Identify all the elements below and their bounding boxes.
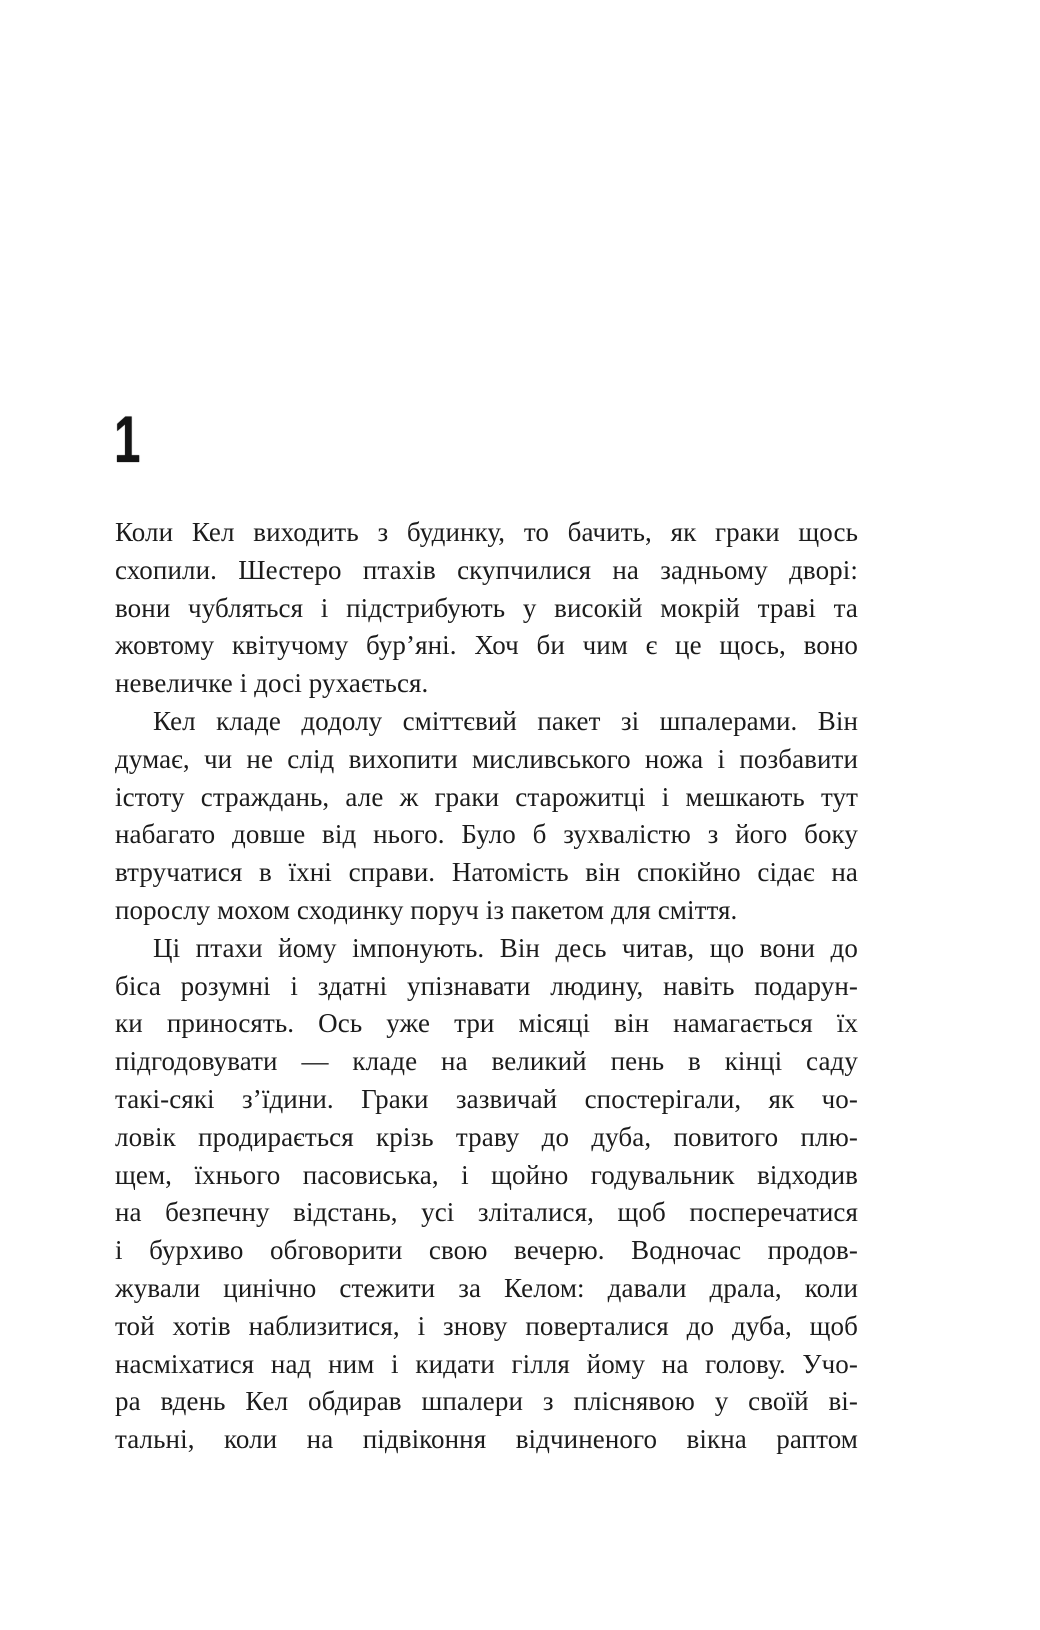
chapter-number: 1 — [114, 402, 141, 476]
text-line: набагато довше від нього. Було б зухвалістю з його боку — [115, 819, 858, 850]
text-line: ки приносять. Ось уже три місяці він намагається їх — [115, 1008, 858, 1039]
text-line: Кел кладе додолу сміттєвий пакет зі шпалерами. Він — [153, 705, 858, 736]
text-line: насміхатися над ним і кидати гілля йому на голову. Учо- — [115, 1348, 858, 1379]
text-line: ра вдень Кел обдирав шпалери з пліснявою у своїй ві- — [115, 1386, 858, 1417]
text-line: біса розумні і здатні упізнавати людину, навіть подарун- — [115, 970, 858, 1001]
text-line: Ці птахи йому імпонують. Він десь читав, що вони до — [153, 932, 858, 963]
text-line: на безпечну відстань, усі зліталися, щоб посперечатися — [115, 1197, 858, 1228]
paragraph — [115, 514, 858, 703]
text-line: щем, їхнього пасовиська, і щойно годувальник відходив — [115, 1159, 858, 1190]
text-line: ловік продирається крізь траву до дуба, повитого плю- — [115, 1121, 858, 1152]
text-line: тальні, коли на підвіконня відчиненого вікна раптом — [115, 1424, 858, 1455]
text-line: жовтому квітучому бур’яні. Хоч би чим є це щось, воно — [115, 630, 858, 661]
text-line: втручатися в їхні справи. Натомість він спокійно сідає на — [115, 857, 858, 888]
text-line: думає, чи не слід вихопити мисливського ножа і позбавити — [115, 743, 858, 774]
text-line: невеличке і досі рухається. — [115, 668, 429, 699]
text-line: вони чубляться і підстрибують у високій мокрій траві та — [115, 592, 858, 623]
paragraph — [115, 703, 858, 930]
text-line: такі-сякі з’їдини. Граки зазвичай спостерігали, як чо- — [115, 1083, 858, 1114]
text-line: схопили. Шестеро птахів скупчилися на задньому дворі: — [115, 554, 858, 585]
text-line: підгодовувати — кладе на великий пень в кінці саду — [115, 1046, 858, 1077]
text-line: жували цинічно стежити за Келом: давали драла, коли — [115, 1272, 858, 1303]
text-line: той хотів наблизитися, і знову поверталися до дуба, щоб — [115, 1310, 858, 1341]
text-line: Коли Кел виходить з будинку, то бачить, як граки щось — [115, 517, 858, 547]
text-line: порослу мохом сходинку поруч із пакетом для сміття. — [115, 894, 738, 925]
paragraph — [115, 930, 858, 1459]
body-text — [115, 514, 858, 1459]
text-line: і бурхиво обговорити свою вечерю. Водночас продов- — [115, 1235, 858, 1266]
text-line: істоту страждань, але ж граки старожитці і мешкають тут — [115, 781, 858, 812]
